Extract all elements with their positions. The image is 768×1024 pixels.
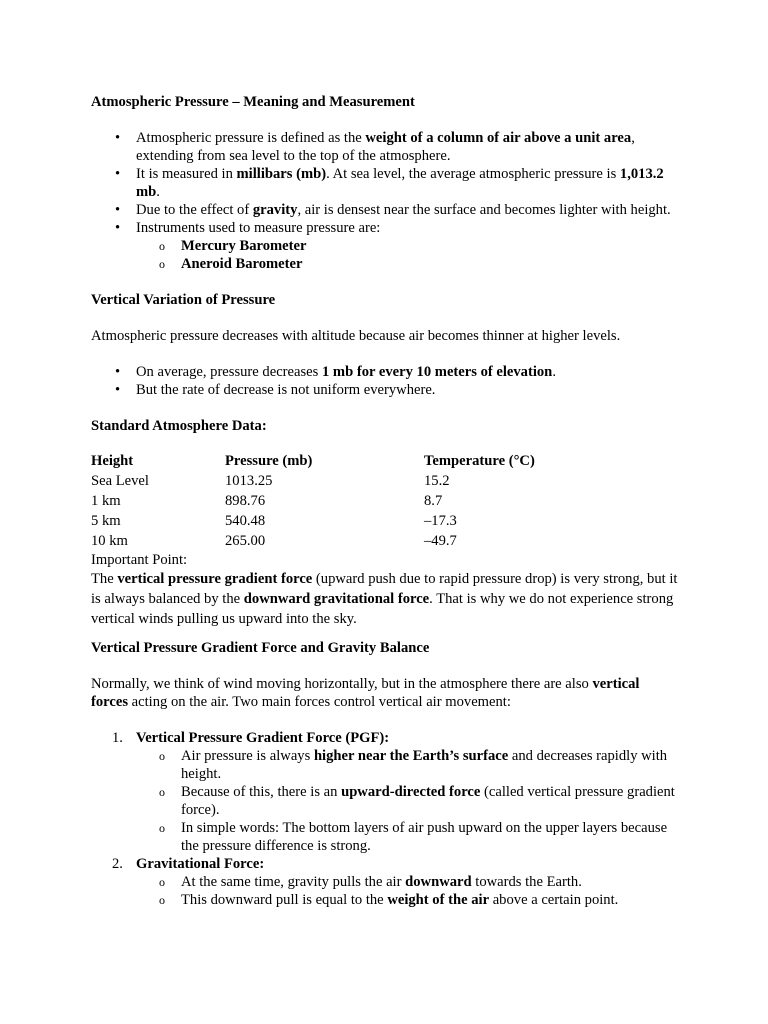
list-item-pgf: 1. Vertical Pressure Gradient Force (PGF): o Air pressure is always higher near the Earth’s surface and decreases rapidly with height. o Because of this, there is an upward-directed force (called vertical pressure gradient force). o In simple words: The bottom layers of air push upward on the upper layers because the pressure difference is strong. <box>136 729 678 855</box>
bullet-gravity-effect: • Due to the effect of gravity, air is densest near the surface and becomes lighter with height. <box>136 201 678 219</box>
gravity-sublist <box>136 873 678 909</box>
table-cell: 1 km <box>91 493 121 509</box>
table-cell: 10 km <box>91 533 128 549</box>
important-point-label: Important Point: <box>91 552 188 568</box>
table-cell: Sea Level <box>91 473 149 489</box>
section-title-vertical-variation: Vertical Variation of Pressure <box>91 292 276 308</box>
standard-atmosphere-table <box>91 451 535 551</box>
sub-item: o In simple words: The bottom layers of air push upward on the upper layers because the pressure difference is strong. <box>181 819 678 855</box>
list-item-gravity: 2. Gravitational Force: o At the same time, gravity pulls the air downward towards the Earth. o This downward pull is equal to the weight of the air above a certain point. <box>136 855 678 909</box>
table-row <box>91 491 535 511</box>
table-cell: 5 km <box>91 513 121 529</box>
table-cell: 540.48 <box>225 513 266 529</box>
table-cell: 265.00 <box>225 533 266 549</box>
section-title-standard-atmosphere: Standard Atmosphere Data: <box>91 418 267 434</box>
sub-item: o This downward pull is equal to the weight of the air above a certain point. <box>181 891 678 909</box>
list-number: 2. <box>112 856 123 872</box>
bullet-not-uniform: • But the rate of decrease is not uniform everywhere. <box>136 381 678 399</box>
table-cell: –17.3 <box>424 513 457 529</box>
instrument-sublist <box>136 237 678 273</box>
table-row <box>91 511 535 531</box>
table-cell: 8.7 <box>424 493 443 509</box>
bullet-definition: • Atmospheric pressure is defined as the weight of a column of air above a unit area, extending from sea level to the top of the atmosphere. <box>136 129 678 165</box>
important-point-paragraph: The vertical pressure gradient force (upward push due to rapid pressure drop) is very strong, but it is always balanced by the downward gravitational force. That is why we do not experience strong vertical winds pulling us upward into the sky. <box>91 571 678 627</box>
forces-intro-paragraph: Normally, we think of wind moving horizontally, but in the atmosphere there are also vertical forces acting on the air. Two main forces control vertical air movement: <box>91 676 640 710</box>
instrument-item: o Aneroid Barometer <box>181 255 678 273</box>
table-cell: 1013.25 <box>225 473 273 489</box>
sub-item: o Air pressure is always higher near the Earth’s surface and decreases rapidly with height. <box>181 747 678 783</box>
vertical-variation-paragraph: Atmospheric pressure decreases with altitude because air becomes thinner at higher levels. <box>91 328 621 344</box>
section-title-gradient-force-balance: Vertical Pressure Gradient Force and Gravity Balance <box>91 640 430 656</box>
table-row <box>91 531 535 551</box>
pressure-bullet-list <box>91 129 678 273</box>
bullet-rate-of-decrease: • On average, pressure decreases 1 mb for every 10 meters of elevation. <box>136 363 678 381</box>
table-header-row <box>91 451 535 471</box>
table-header-cell: Height <box>91 453 134 469</box>
instrument-item: o Mercury Barometer <box>181 237 678 255</box>
pgf-sublist <box>136 747 678 855</box>
table-cell: 15.2 <box>424 473 450 489</box>
table-cell: –49.7 <box>424 533 457 549</box>
section-title-atmospheric-pressure: Atmospheric Pressure – Meaning and Measurement <box>91 94 415 110</box>
table-header-cell: Temperature (°C) <box>424 453 535 469</box>
variation-bullet-list <box>91 363 678 399</box>
table-cell: 898.76 <box>225 493 266 509</box>
sub-item: o Because of this, there is an upward-directed force (called vertical pressure gradient force). <box>181 783 678 819</box>
list-number: 1. <box>112 730 123 746</box>
sub-item: o At the same time, gravity pulls the air downward towards the Earth. <box>181 873 678 891</box>
table-row <box>91 471 535 491</box>
table-header-cell: Pressure (mb) <box>225 453 313 469</box>
bullet-measurement-unit: • It is measured in millibars (mb). At sea level, the average atmospheric pressure is 1,013.2 mb. <box>136 165 678 201</box>
forces-numbered-list <box>91 729 678 909</box>
bullet-instruments: • Instruments used to measure pressure are: o Mercury Barometer o Aneroid Barometer <box>136 219 678 273</box>
